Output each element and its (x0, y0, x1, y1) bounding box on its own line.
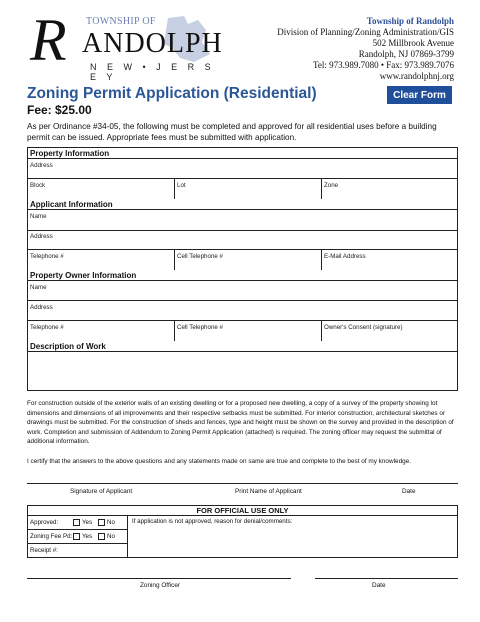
contact-division: Division of Planning/Zoning Administration/GIS (277, 27, 454, 37)
applicant-name-label: Name (30, 213, 47, 220)
section-owner: Property Owner Information (28, 270, 457, 281)
owner-telephone-label: Telephone # (30, 324, 64, 331)
signature-applicant-label: Signature of Applicant (70, 488, 133, 495)
applicant-telephone-label: Telephone # (30, 253, 64, 260)
zone-label: Zone (324, 182, 339, 189)
work-description-field[interactable] (28, 352, 457, 391)
print-name-label: Print Name of Applicant (235, 488, 302, 495)
approved-row (28, 516, 127, 530)
contact-org: Township of Randolph (366, 16, 454, 26)
logo-initial: R (30, 7, 67, 73)
certification-text: I certify that the answers to the above questions and any statements made on same are true and complete to the best of my knowledge. (27, 458, 412, 465)
approved-yes-label: Yes (82, 519, 93, 526)
fee-label: Fee: $25.00 (27, 103, 92, 117)
signature-date-label: Date (402, 488, 416, 495)
owner-name-label: Name (30, 284, 47, 291)
logo-township-text: TOWNSHIP OF (86, 16, 156, 27)
approved-yes-checkbox[interactable] (73, 519, 80, 526)
application-form (27, 147, 458, 391)
zoning-officer-line[interactable] (27, 578, 291, 579)
fee-no-label: No (107, 533, 115, 540)
section-work: Description of Work (28, 341, 457, 352)
approved-no-label: No (107, 519, 115, 526)
receipt-row (28, 544, 127, 558)
owner-consent-label: Owner's Consent (signature) (324, 324, 403, 331)
denial-reason-label: If application is not approved, reason for denial/comments: (132, 518, 293, 525)
clear-form-button[interactable]: Clear Form (387, 86, 452, 104)
fee-no-checkbox[interactable] (98, 533, 105, 540)
official-use-box (27, 505, 458, 558)
contact-block (277, 16, 454, 82)
fee-yes-label: Yes (82, 533, 93, 540)
owner-address-label: Address (30, 304, 53, 311)
contact-web[interactable]: www.randolphnj.org (379, 71, 454, 81)
approved-no-checkbox[interactable] (98, 519, 105, 526)
contact-street: 502 Millbrook Avenue (372, 38, 454, 48)
page-title: Zoning Permit Application (Residential) (27, 85, 317, 102)
logo-state: N E W • J E R S E Y (90, 62, 215, 82)
fee-yes-checkbox[interactable] (73, 533, 80, 540)
contact-city: Randolph, NJ 07869-3799 (358, 49, 454, 59)
section-property: Property Information (28, 148, 457, 159)
official-use-left (28, 516, 128, 558)
fee-paid-label: Zoning Fee Pd: (30, 533, 73, 540)
owner-cell-label: Cell Telephone # (177, 324, 223, 331)
receipt-label: Receipt #: (30, 547, 58, 554)
officer-date-line[interactable] (315, 578, 458, 579)
approved-label: Approved: (30, 519, 59, 526)
logo-name: ANDOLPH (82, 28, 223, 59)
official-use-header: FOR OFFICIAL USE ONLY (28, 506, 457, 516)
applicant-email-label: E-Mail Address (324, 253, 366, 260)
zoning-officer-label: Zoning Officer (140, 582, 181, 589)
section-applicant: Applicant Information (28, 199, 457, 210)
fee-paid-row (28, 530, 127, 544)
property-address-label: Address (30, 162, 53, 169)
applicant-address-label: Address (30, 233, 53, 240)
applicant-cell-label: Cell Telephone # (177, 253, 223, 260)
officer-date-label: Date (372, 582, 386, 589)
contact-phones: Tel: 973.989.7080 • Fax: 973.989.7076 (312, 60, 454, 70)
intro-text: As per Ordinance #34-05, the following must be completed and approved for all residential uses before a building permit can be issued. Appropriate fees must be submitted with application. (27, 122, 437, 142)
township-logo (30, 7, 225, 82)
survey-instructions: For construction outside of the exterior walls of an existing dwelling or for a proposed new dwelling, a copy of a survey of the property showing lot dimensions and dimensions of all improvements and their respective setbacks must be submitted. For interior construction, architectural sketches or drawings must be submitted. For the construction of sheds and fences, type and height must be shown on the survey and provided in the description of work. Completion and submission of Addendum to Zoning Permit Application (attached) is required. The zoning officer may request the submittal of additional information. (27, 400, 454, 445)
block-label: Block (30, 182, 46, 189)
lot-label: Lot (177, 182, 186, 189)
signature-line[interactable] (27, 483, 458, 484)
